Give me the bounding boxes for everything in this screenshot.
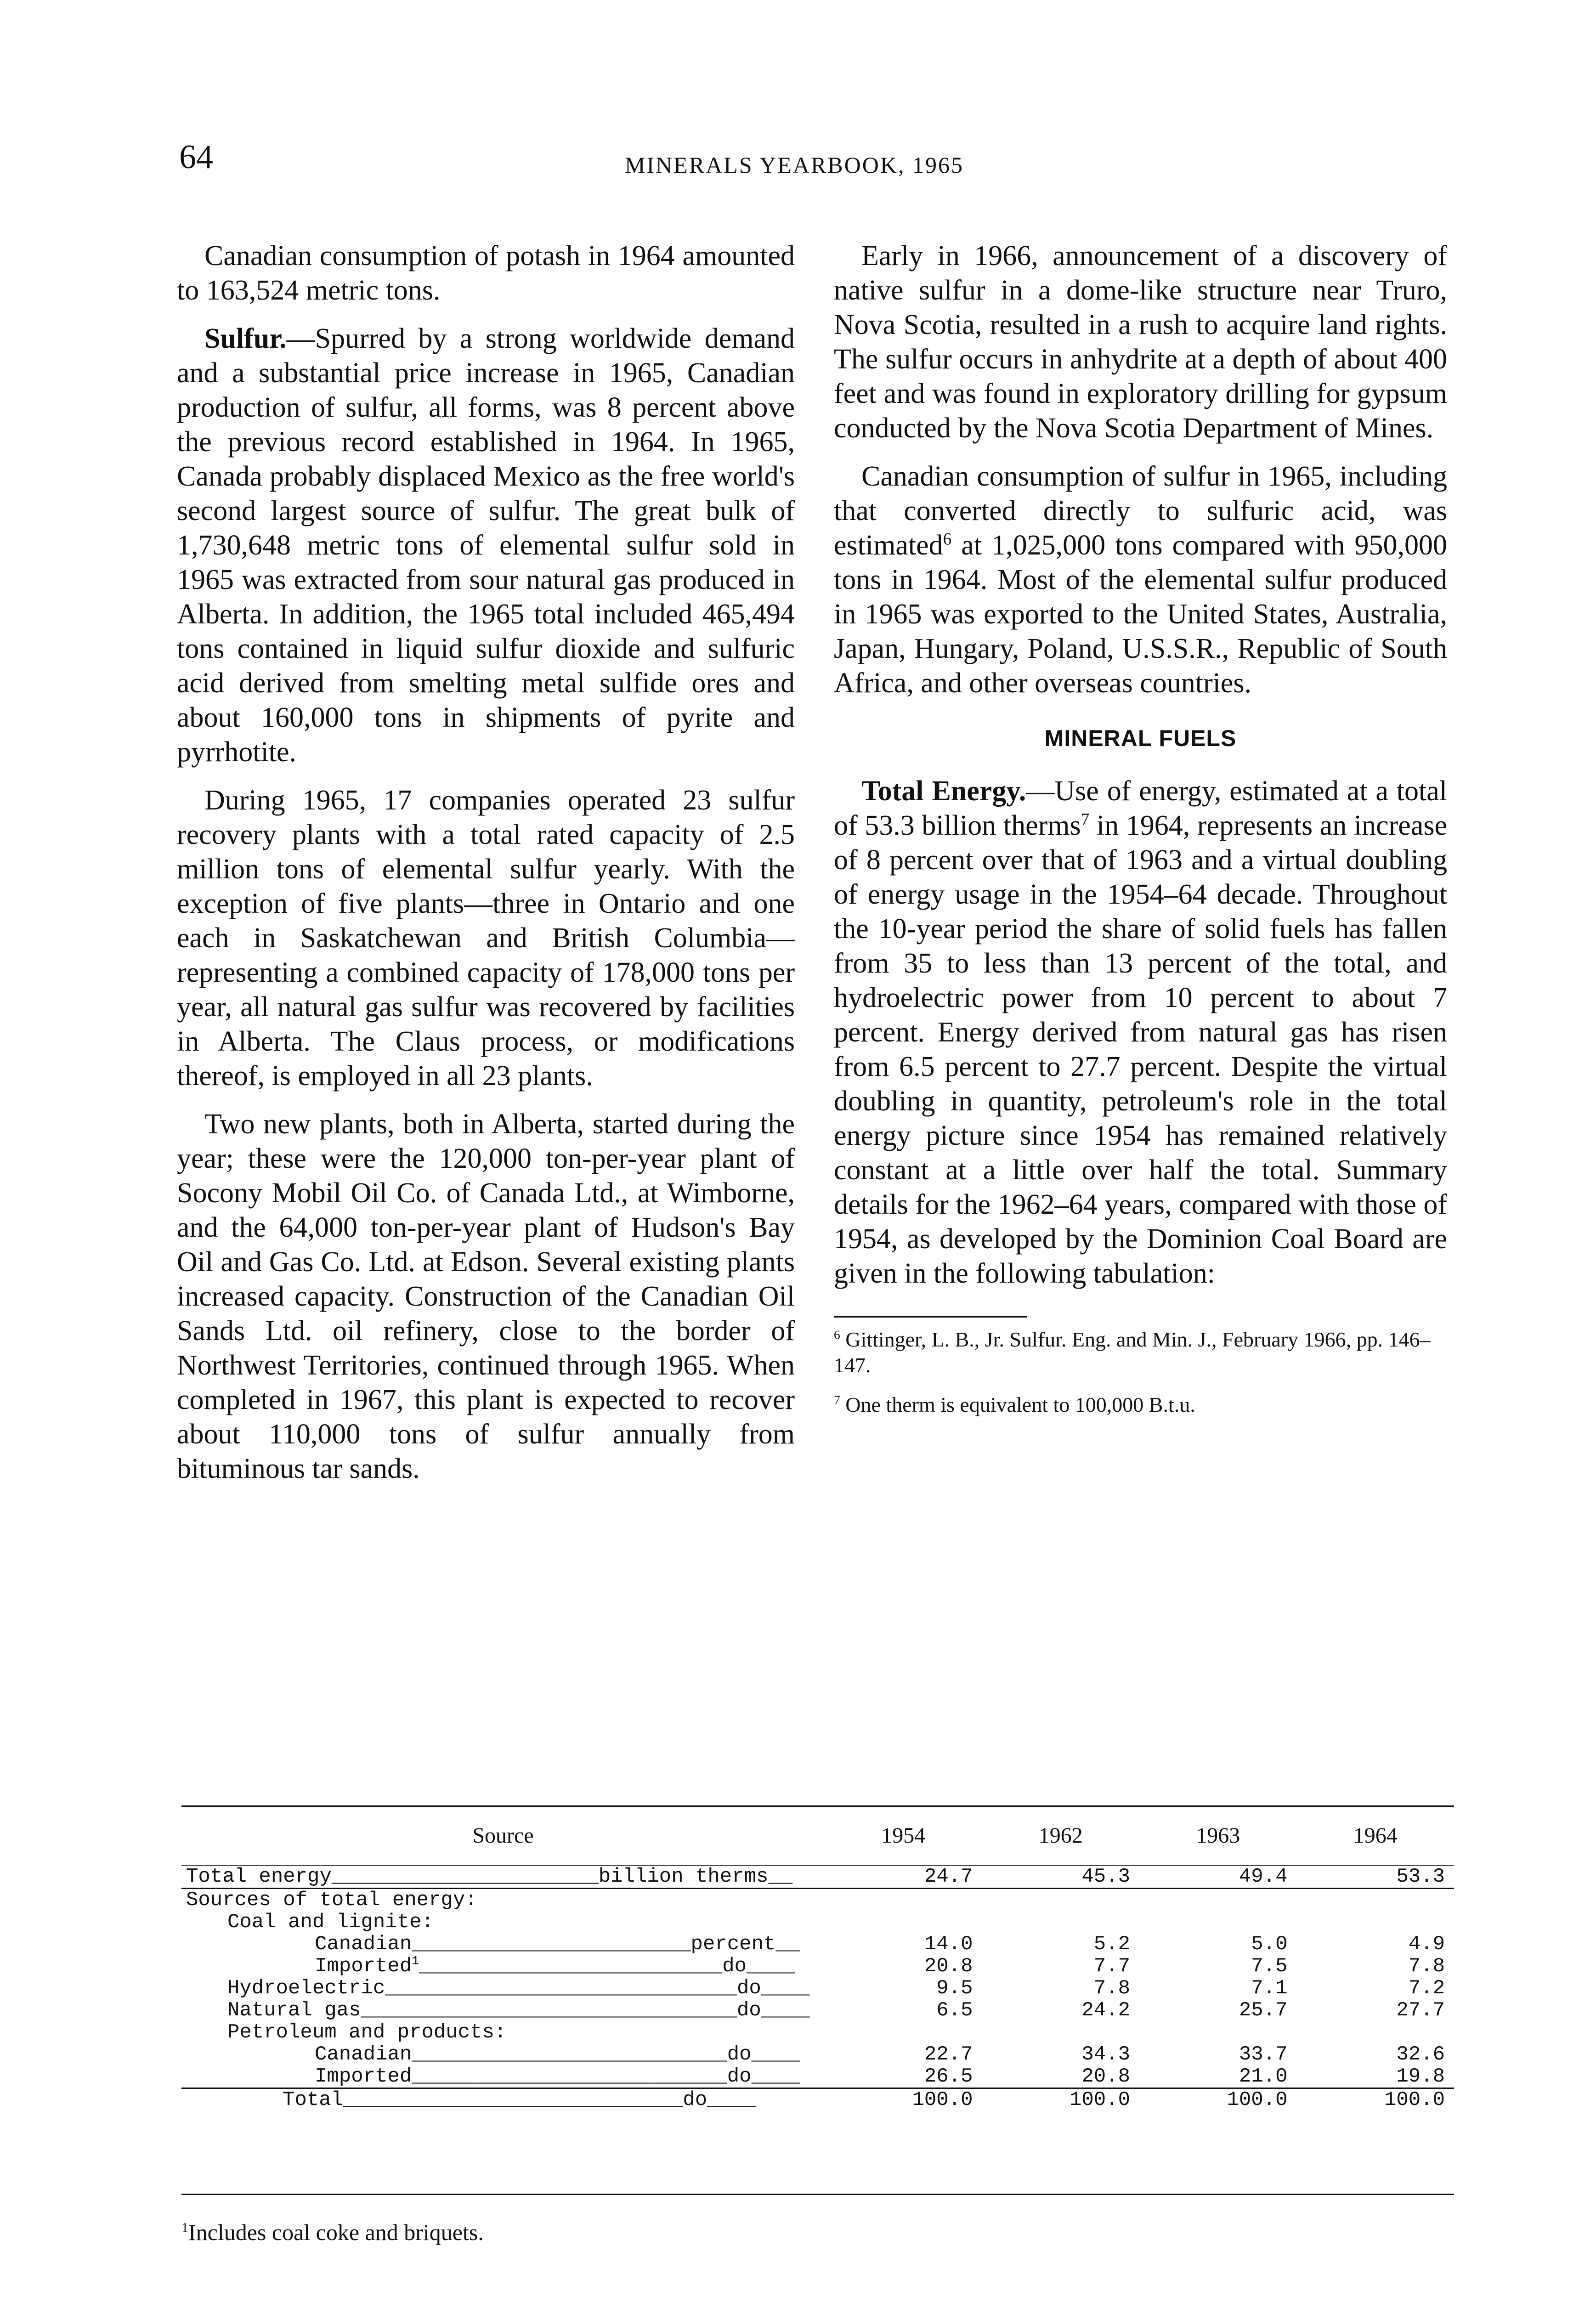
footnote-6-text: Gittinger, L. B., Jr. Sulfur. Eng. and Min. J., February 1966, pp. 146–147.: [834, 1328, 1431, 1377]
table-row-petroleum-label: [181, 2021, 1454, 2043]
cell: 19.8: [1396, 2065, 1445, 2088]
row-label: Canadian__________________________do____: [315, 2043, 800, 2066]
cell: 20.8: [1081, 2065, 1130, 2088]
page-number: 64: [179, 138, 213, 176]
discovery-paragraph: Early in 1966, announcement of a discovery of native sulfur in a dome-like structure near Truro, Nova Scotia, resulted in a rush to acquire land rights. The sulfur occurs in anhydrite at a depth of about 400 feet and was found in exploratory drilling for gypsum conducted by the Nova Scotia Department of Mines.: [834, 240, 1447, 444]
table-footnote-mark: 1: [181, 2220, 188, 2235]
cell: 100.0: [825, 2088, 982, 2111]
consumption-text-a: Canadian consumption of sulfur in 1965, including that converted directly to sulfuric acid, was estimated: [834, 461, 1447, 561]
cell: 45.3: [982, 1865, 1140, 1889]
row-label: Sources of total energy:: [186, 1889, 477, 1912]
footnote-6: [834, 1327, 1447, 1378]
row-label: Imported__________________________do____: [315, 2065, 800, 2088]
cell: 14.0: [924, 1933, 973, 1956]
cell: 27.7: [1396, 1999, 1445, 2022]
table-row: [181, 2065, 1454, 2088]
row-label: Hydroelectric_____________________________do____: [227, 1977, 810, 2000]
cell: 6.5: [936, 1999, 973, 2022]
header-1954: 1954: [825, 1806, 982, 1865]
table-row: [181, 1933, 1454, 1955]
table-row: [181, 1977, 1454, 1999]
cell: 100.0: [982, 2088, 1140, 2111]
total-energy-run-head: Total Energy.: [861, 775, 1026, 807]
cell: 4.9: [1408, 1933, 1445, 1956]
row-label: Total energy______________________billion therms__: [181, 1865, 825, 1889]
row-label: Canadian_______________________percent__: [315, 1933, 800, 1956]
cell: 25.7: [1239, 1999, 1288, 2022]
footnote-rule: [834, 1316, 1027, 1318]
table-row: [181, 1955, 1454, 1977]
cell: 7.2: [1408, 1977, 1445, 2000]
table-header-row: [181, 1806, 1454, 1865]
table-row-sources-label: [181, 1889, 1454, 1912]
total-energy-text-b: in 1964, represents an increase of 8 percent over that of 1963 and a virtual doubling of energy usage in the 1954–64 decade. Throughout the 10-year period the share of solid fuels has fallen from 35 to less than 13 percent of the total, and hydroelectric power from 10 percent to about 7 percent. Energy derived from natural gas has risen from 6.5 percent to 27.7 percent. Despite the virtual doubling in quantity, petroleum's role in the total energy picture since 1954 has remained relatively constant at a little over half the total. Summary details for the 1962–64 years, compared with those of 1954, as developed by the Dominion Coal Board are given in the following tabulation:: [834, 810, 1447, 1289]
header-source: Source: [181, 1806, 825, 1865]
row-label: Petroleum and products:: [227, 2021, 507, 2044]
cell: 100.0: [1297, 2088, 1455, 2111]
table-footnote: [181, 2219, 484, 2246]
cell: 7.1: [1251, 1977, 1288, 2000]
cell: 7.7: [1093, 1955, 1130, 1978]
table-row-total-energy: [181, 1865, 1454, 1889]
cell: 21.0: [1239, 2065, 1288, 2088]
footnote-ref-7: 7: [1081, 810, 1090, 829]
cell: 9.5: [936, 1977, 973, 2000]
cell: 34.3: [1081, 2043, 1130, 2066]
cell: 22.7: [924, 2043, 973, 2066]
total-energy-text-a: —Use of energy, estimated at a total of 53.3 billion therms: [834, 775, 1447, 841]
cell: 33.7: [1239, 2043, 1288, 2066]
footnote-7-text: One therm is equivalent to 100,000 B.t.u.: [845, 1393, 1195, 1416]
right-column: [834, 239, 1447, 1431]
row-label: Imported$^1$_________________________do____: [315, 1954, 795, 1978]
cell: 7.5: [1251, 1955, 1288, 1978]
cell: 5.0: [1251, 1933, 1288, 1956]
table-row: [181, 1999, 1454, 2021]
header-1962: 1962: [982, 1806, 1140, 1865]
row-label: Coal and lignite:: [227, 1911, 434, 1934]
left-column: [177, 239, 795, 1500]
sulfur-paragraph-text: —Spurred by a strong worldwide demand and a substantial price increase in 1965, Canadian production of sulfur, all forms, was 8 percent above the previous record established in 1964. In 1965, Canada probably displaced Mexico as the free world's second largest source of sulfur. The great bulk of 1,730,648 metric tons of elemental sulfur sold in 1965 was extracted from sour natural gas produced in Alberta. In addition, the 1965 total included 465,494 tons contained in liquid sulfur dioxide and sulfuric acid derived from smelting metal sulfide ores and about 160,000 tons in shipments of pyrite and pyrrhotite.: [177, 323, 795, 768]
energy-table: [181, 1805, 1454, 2111]
cell: 53.3: [1297, 1865, 1455, 1889]
table-row-total: [181, 2088, 1454, 2111]
cell: 7.8: [1408, 1955, 1445, 1978]
table-bottom-rule: [181, 2194, 1454, 2195]
running-title: MINERALS YEARBOOK, 1965: [625, 152, 964, 178]
sulfur-run-head: Sulfur.: [204, 323, 287, 354]
footnote-ref-6: 6: [943, 530, 952, 549]
cell: 24.2: [1081, 1999, 1130, 2022]
recovery-plants-paragraph: During 1965, 17 companies operated 23 sulfur recovery plants with a total rated capacity of 2.5 million tons of elemental sulfur yearly. With the exception of five plants—three in Ontario and one each in Saskatchewan and British Columbia—representing a combined capacity of 178,000 tons per year, all natural gas sulfur was recovered by facilities in Alberta. The Claus process, or modifications thereof, is employed in all 23 plants.: [177, 785, 795, 1092]
consumption-paragraph: [834, 459, 1447, 701]
row-label: Total____________________________do____: [181, 2088, 825, 2111]
cell: 100.0: [1139, 2088, 1297, 2111]
footnote-7-mark: 7: [834, 1392, 840, 1407]
cell: 5.2: [1093, 1933, 1130, 1956]
footnote-6-mark: 6: [834, 1327, 840, 1342]
section-heading: MINERAL FUELS: [1044, 725, 1237, 751]
sulfur-paragraph: [177, 322, 795, 769]
table-row: [181, 2043, 1454, 2065]
row-label: Natural gas_______________________________do____: [227, 1999, 810, 2022]
total-energy-paragraph: [834, 774, 1447, 1291]
cell: 26.5: [924, 2065, 973, 2088]
cell: 7.8: [1093, 1977, 1130, 2000]
potash-paragraph: Canadian consumption of potash in 1964 amounted to 163,524 metric tons.: [177, 240, 795, 306]
new-plants-paragraph: Two new plants, both in Alberta, started during the year; these were the 120,000 ton-per-year plant of Socony Mobil Oil Co. of Canada Ltd., at Wimborne, and the 64,000 ton-per-year plant of Hudson's Bay Oil and Gas Co. Ltd. at Edson. Several existing plants increased capacity. Construction of the Canadian Oil Sands Ltd. oil refinery, close to the border of Northwest Territories, continued through 1965. When completed in 1967, this plant is expected to recover about 110,000 tons of sulfur annually from bituminous tar sands.: [177, 1109, 795, 1484]
footnote-7: [834, 1392, 1447, 1418]
cell: 49.4: [1139, 1865, 1297, 1889]
cell: 32.6: [1396, 2043, 1445, 2066]
table-footnote-text: Includes coal coke and briquets.: [188, 2219, 484, 2245]
table-row-coal-label: [181, 1911, 1454, 1933]
consumption-text-b: at 1,025,000 tons compared with 950,000 tons in 1964. Most of the elemental sulfur produced in 1965 was exported to the United States, Australia, Japan, Hungary, Poland, U.S.S.R., Republic of South Africa, and other overseas countries.: [834, 530, 1447, 699]
cell: 24.7: [825, 1865, 982, 1889]
header-1964: 1964: [1297, 1806, 1455, 1865]
header-1963: 1963: [1139, 1806, 1297, 1865]
cell: 20.8: [924, 1955, 973, 1978]
